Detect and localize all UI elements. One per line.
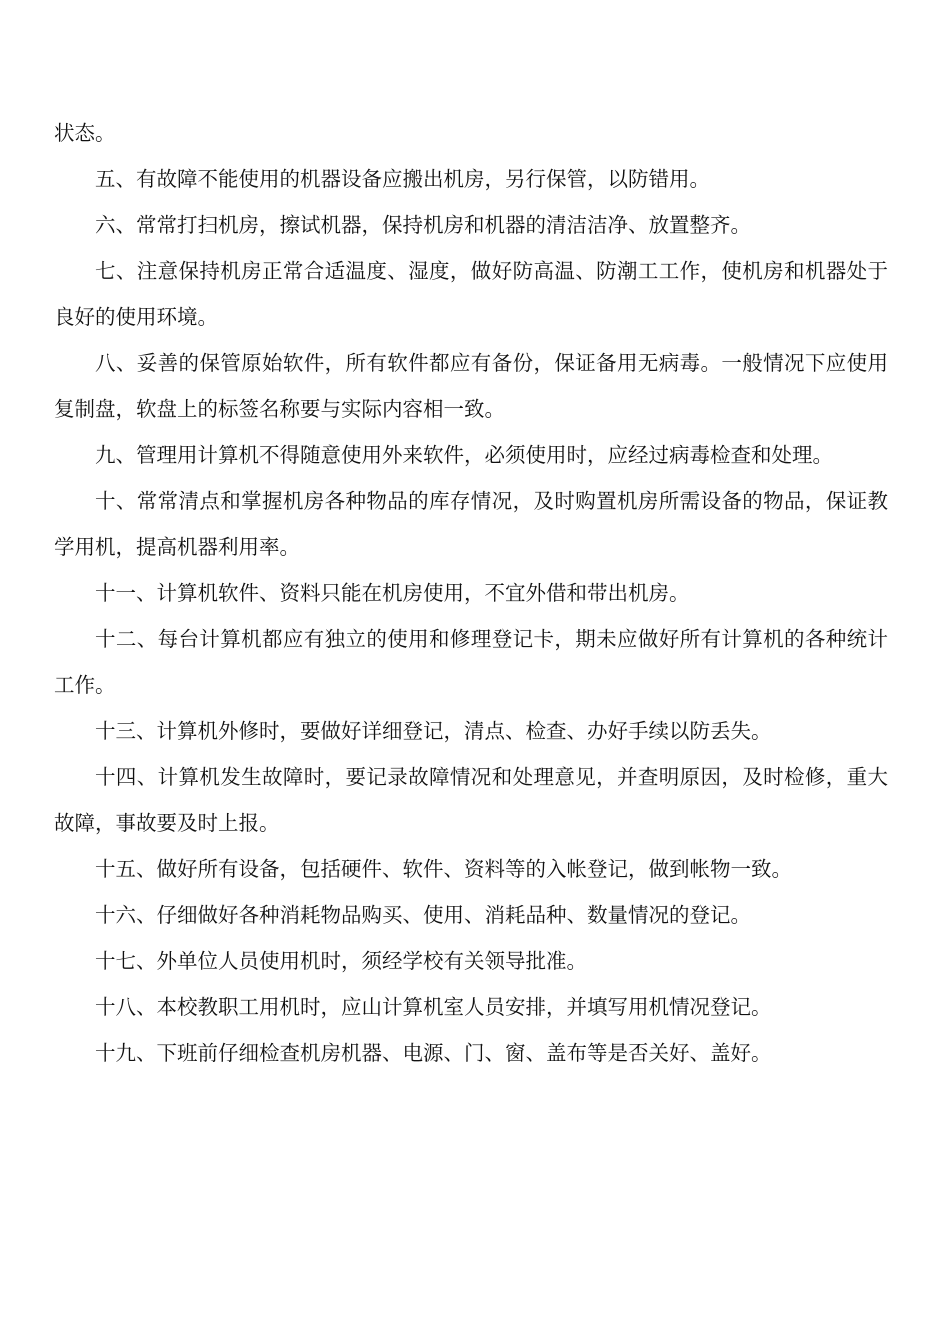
paragraph-item-17: 十七、外单位人员使用机时，须经学校有关领导批准。 bbox=[95, 949, 587, 973]
paragraph-item-7: 七、注意保持机房正常合适温度、湿度，做好防高温、防潮工工作，使机房和机器处于良好的使用环境。 bbox=[54, 259, 888, 329]
paragraph-item-16: 十六、仔细做好各种消耗物品购买、使用、消耗品种、数量情况的登记。 bbox=[95, 903, 751, 927]
paragraph-item-13: 十三、计算机外修时，要做好详细登记，清点、检查、办好手续以防丢失。 bbox=[95, 719, 772, 743]
paragraph-item-10: 十、常常清点和掌握机房各种物品的库存情况，及时购置机房所需设备的物品，保证教学用机，提高机器利用率。 bbox=[54, 489, 888, 559]
paragraph-item-12: 十二、每台计算机都应有独立的使用和修理登记卡，期未应做好所有计算机的各种统计工作。 bbox=[54, 627, 888, 697]
paragraph-item-9: 九、管理用计算机不得随意使用外来软件，必须使用时，应经过病毒检查和处理。 bbox=[95, 443, 833, 467]
paragraph-item-18: 十八、本校教职工用机时，应山计算机室人员安排，并填写用机情况登记。 bbox=[95, 995, 772, 1019]
paragraph-continuation: 状态。 bbox=[54, 121, 116, 145]
paragraph-item-8: 八、妥善的保管原始软件，所有软件都应有备份，保证备用无病毒。一般情况下应使用复制盘，软盘上的标签名称要与实际内容相一致。 bbox=[54, 351, 888, 421]
document-body bbox=[54, 110, 888, 1076]
paragraph-item-11: 十一、计算机软件、资料只能在机房使用，不宜外借和带出机房。 bbox=[95, 581, 690, 605]
paragraph-item-14: 十四、计算机发生故障时，要记录故障情况和处理意见，并查明原因，及时检修，重大故障，事故要及时上报。 bbox=[54, 765, 888, 835]
paragraph-item-15: 十五、做好所有设备，包括硬件、软件、资料等的入帐登记，做到帐物一致。 bbox=[95, 857, 792, 881]
paragraph-item-6: 六、常常打扫机房，擦试机器，保持机房和机器的清洁洁净、放置整齐。 bbox=[95, 213, 751, 237]
paragraph-item-19: 十九、下班前仔细检查机房机器、电源、门、窗、盖布等是否关好、盖好。 bbox=[95, 1041, 772, 1065]
paragraph-item-5: 五、有故障不能使用的机器设备应搬出机房，另行保管，以防错用。 bbox=[95, 167, 710, 191]
